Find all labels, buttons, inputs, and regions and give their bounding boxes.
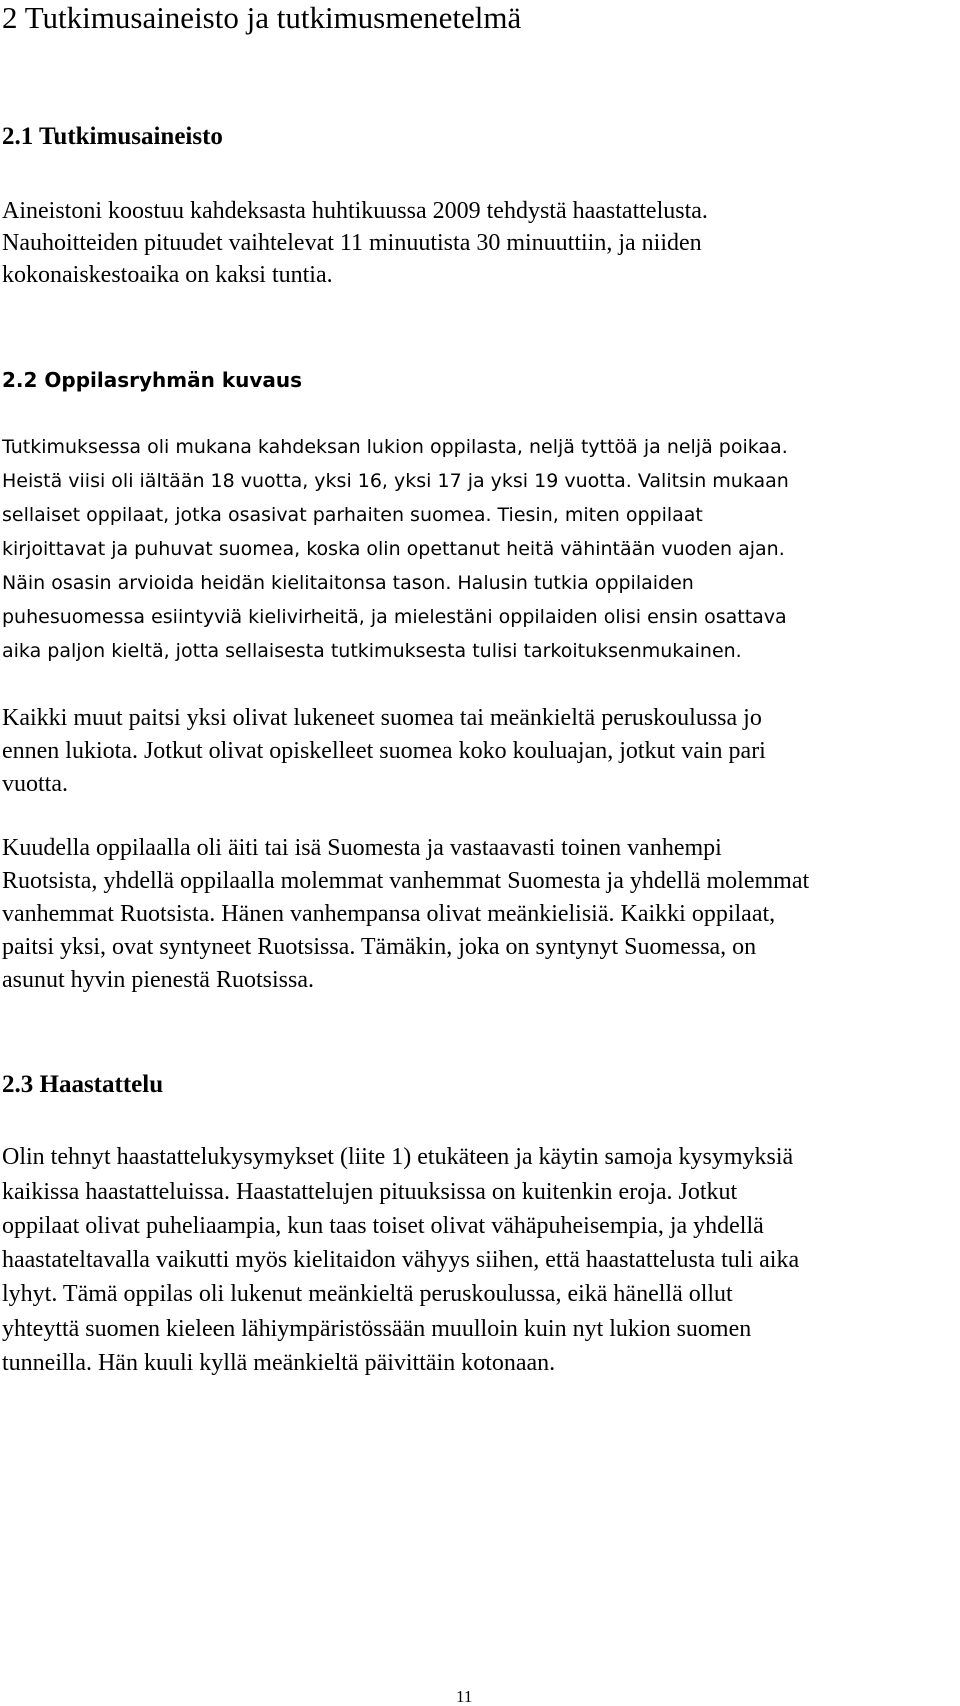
text-line: tunneilla. Hän kuuli kyllä meänkieltä päivittäin kotonaan.: [2, 1350, 556, 1376]
text-line: Kuudella oppilaalla oli äiti tai isä Suomesta ja vastaavasti toinen vanhempi: [2, 835, 722, 861]
section-heading-2-2: 2.2 Oppilasryhmän kuvaus: [2, 368, 303, 392]
chapter-title: 2 Tutkimusaineisto ja tutkimusmenetelmä: [2, 0, 522, 35]
text-line: vuotta.: [2, 771, 68, 797]
text-line: Olin tehnyt haastattelukysymykset (liite 1) etukäteen ja käytin samoja kysymyksiä: [2, 1144, 794, 1170]
text-line: asunut hyvin pienestä Ruotsissa.: [2, 967, 314, 993]
page-number: 11: [456, 1687, 473, 1706]
text-line: lyhyt. Tämä oppilas oli lukenut meänkieltä peruskoulussa, eikä hänellä ollut: [2, 1281, 733, 1307]
text-line: haastateltavalla vaikutti myös kielitaidon vähyys siihen, että haastattelusta tuli aika: [2, 1247, 800, 1273]
text-line: vanhemmat Ruotsista. Hänen vanhempansa olivat meänkielisiä. Kaikki oppilaat,: [2, 901, 776, 927]
text-line: Näin osasin arvioida heidän kielitaitonsa tason. Halusin tutkia oppilaiden: [2, 572, 694, 594]
text-line: Ruotsista, yhdellä oppilaalla molemmat vanhemmat Suomesta ja yhdellä molemmat: [2, 868, 810, 894]
text-line: puhesuomessa esiintyviä kielivirheitä, ja mielestäni oppilaiden olisi ensin osattava: [2, 606, 787, 628]
text-line: Aineistoni koostuu kahdeksasta huhtikuussa 2009 tehdystä haastattelusta.: [2, 198, 708, 224]
text-line: oppilaat olivat puheliaampia, kun taas toiset olivat vähäpuheisempia, ja yhdellä: [2, 1213, 764, 1239]
text-line: Tutkimuksessa oli mukana kahdeksan lukion oppilasta, neljä tyttöä ja neljä poikaa.: [2, 436, 788, 458]
text-line: kaikissa haastatteluissa. Haastattelujen pituuksissa on kuitenkin eroja. Jotkut: [2, 1179, 738, 1205]
text-line: kokonaiskestoaika on kaksi tuntia.: [2, 262, 333, 288]
text-line: sellaiset oppilaat, jotka osasivat parhaiten suomea. Tiesin, miten oppilaat: [2, 504, 703, 526]
text-line: Kaikki muut paitsi yksi olivat lukeneet suomea tai meänkieltä peruskoulussa jo: [2, 705, 762, 731]
text-line: aika paljon kieltä, jotta sellaisesta tutkimuksesta tulisi tarkoituksenmukainen.: [2, 640, 742, 662]
text-line: yhteyttä suomen kieleen lähiympäristössään muulloin kuin nyt lukion suomen: [2, 1316, 752, 1342]
text-line: Nauhoitteiden pituudet vaihtelevat 11 minuutista 30 minuuttiin, ja niiden: [2, 230, 702, 256]
text-line: ennen lukiota. Jotkut olivat opiskelleet suomea koko kouluajan, jotkut vain pari: [2, 738, 766, 764]
text-line: Heistä viisi oli iältään 18 vuotta, yksi 16, yksi 17 ja yksi 19 vuotta. Valitsin mukaan: [2, 470, 789, 492]
section-heading-2-3: 2.3 Haastattelu: [2, 1071, 164, 1098]
text-line: paitsi yksi, ovat syntyneet Ruotsissa. Tämäkin, joka on syntynyt Suomessa, on: [2, 934, 757, 960]
text-line: kirjoittavat ja puhuvat suomea, koska olin opettanut heitä vähintään vuoden ajan.: [2, 538, 785, 560]
section-heading-2-1: 2.1 Tutkimusaineisto: [2, 123, 223, 150]
